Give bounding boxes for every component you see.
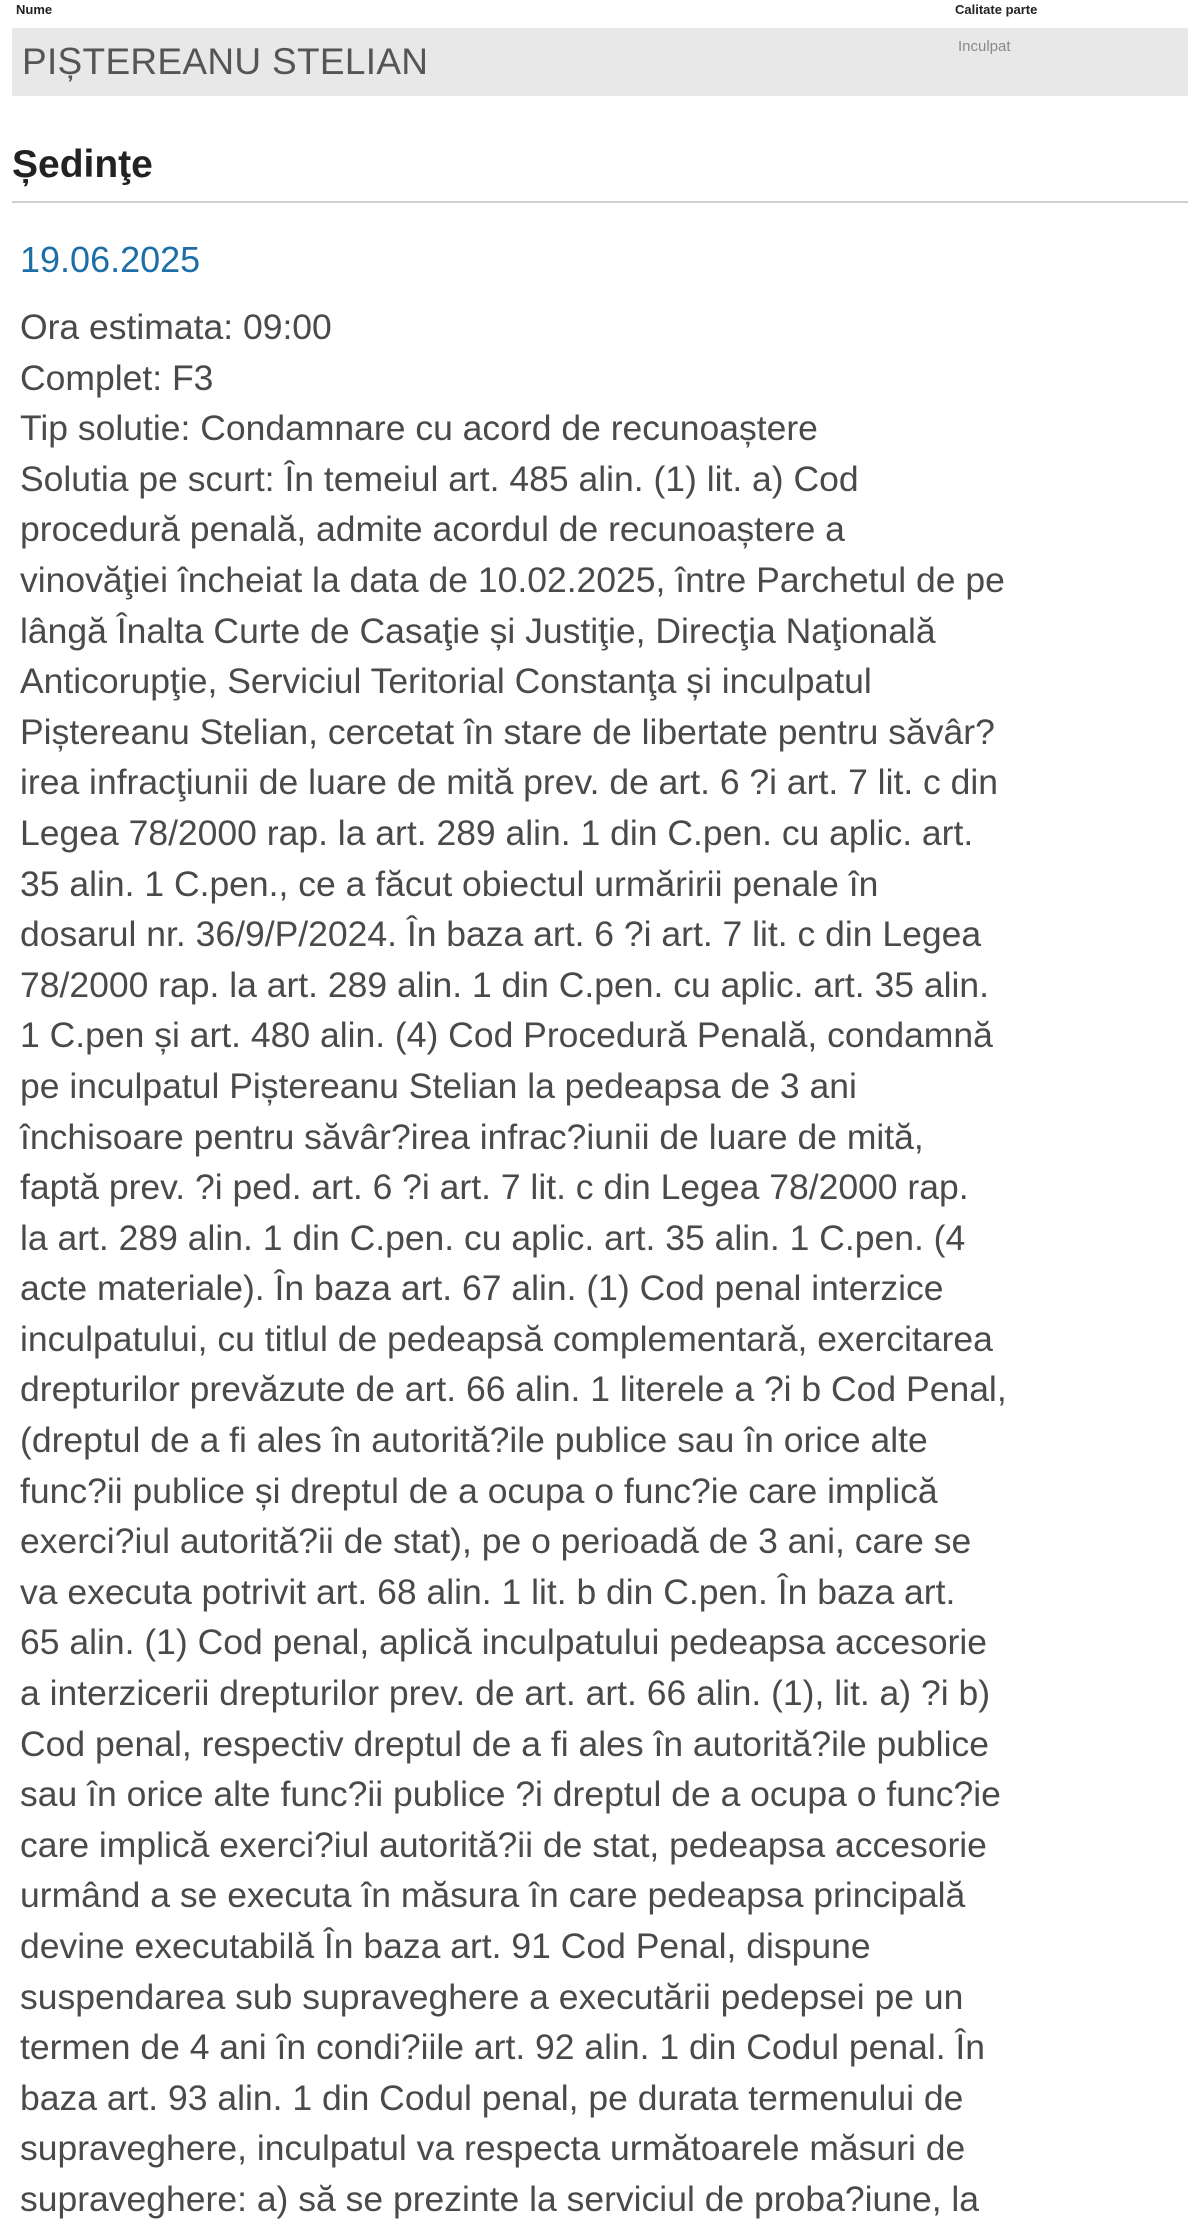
solution-summary-text-line: termen de 4 ani în condi?iile art. 92 alin. 1 din Codul penal. În xyxy=(20,2027,986,2068)
solution-summary-text-line: procedură penală, admite acordul de recunoaștere a xyxy=(20,509,845,550)
solution-summary-text-line: supraveghere, inculpatul va respecta următoarele măsuri de xyxy=(20,2128,966,2169)
estimated-time-label: Ora estimata: xyxy=(20,307,234,347)
solution-type-label: Tip solutie: xyxy=(20,408,191,449)
solution-summary-text-line: lângă Înalta Curte de Casaţie și Justiţie, Direcţia Naţională xyxy=(20,610,936,651)
solution-summary-text-line: dosarul nr. 36/9/P/2024. În baza art. 6 ?i art. 7 lit. c din Legea xyxy=(20,914,982,955)
session-date: 19.06.2025 xyxy=(20,239,201,280)
party-quality: Inculpat xyxy=(958,38,1011,55)
panel-line xyxy=(20,353,1180,404)
session-entry xyxy=(20,230,1180,2225)
panel-label: Complet: xyxy=(20,357,163,398)
solution-summary-label: Solutia pe scurt: xyxy=(20,458,275,499)
solution-summary-text-line: care implică exerci?iul autorită?ii de stat, pedeapsa accesorie xyxy=(20,1824,987,1865)
solution-summary-text-line: va executa potrivit art. 68 alin. 1 lit. b din C.pen. În baza art. xyxy=(20,1571,956,1612)
solution-summary-text-line: vinovăţiei încheiat la data de 10.02.2025, între Parchetul de pe xyxy=(20,559,1005,600)
solution-summary-text-line: Cod penal, respectiv dreptul de a fi ales în autorită?ile publice xyxy=(20,1723,989,1764)
solution-summary-text-line: supraveghere: a) să se prezinte la serviciul de proba?iune, la xyxy=(20,2178,980,2219)
solution-summary-text-line: Anticorupţie, Serviciul Teritorial Constanţa și inculpatul xyxy=(20,661,872,702)
party-row xyxy=(12,28,1188,96)
solution-summary-text-line: 1 C.pen și art. 480 alin. (4) Cod Procedură Penală, condamnă xyxy=(20,1015,993,1056)
parties-header xyxy=(0,0,1200,26)
solution-summary-text-line: irea infracţiunii de luare de mită prev. de art. 6 ?i art. 7 lit. c din xyxy=(20,762,999,803)
solution-summary-text-line: (dreptul de a fi ales în autorită?ile publice sau în orice alte xyxy=(20,1420,928,1461)
section-divider xyxy=(12,201,1188,203)
solution-summary-first-line xyxy=(20,454,1180,505)
estimated-time-value: 09:00 xyxy=(242,307,332,347)
solution-summary-text-line: exerci?iul autorită?ii de stat), pe o perioadă de 3 ani, care se xyxy=(20,1521,972,1562)
solution-summary-text-line: la art. 289 alin. 1 din C.pen. cu aplic. art. 35 alin. 1 C.pen. (4 xyxy=(20,1217,966,1258)
solution-summary-text-line: drepturilor prevăzute de art. 66 alin. 1 literele a ?i b Cod Penal, xyxy=(20,1369,1007,1410)
solution-summary-text-line: 65 alin. (1) Cod penal, aplică inculpatului pedeapsa accesorie xyxy=(20,1622,988,1663)
solution-summary-text xyxy=(20,504,1180,2224)
solution-summary-text-line: În temeiul art. 485 alin. (1) lit. a) Cod xyxy=(284,458,859,499)
name-column-header: Nume xyxy=(16,2,53,17)
solution-summary-text-line: faptă prev. ?i ped. art. 6 ?i art. 7 lit. c din Legea 78/2000 rap. xyxy=(20,1167,969,1208)
solution-summary-text-line: devine executabilă În baza art. 91 Cod Penal, dispune xyxy=(20,1926,871,1966)
estimated-time-line xyxy=(20,302,1180,353)
solution-summary-text-line: 78/2000 rap. la art. 289 alin. 1 din C.pen. cu aplic. art. 35 alin. xyxy=(20,964,989,1005)
solution-summary-text-line: func?ii publice și dreptul de a ocupa o func?ie care implică xyxy=(20,1470,938,1511)
solution-type-value: Condamnare cu acord de recunoaștere xyxy=(200,408,818,449)
solution-summary-text-line: acte materiale). În baza art. 67 alin. (1) Cod penal interzice xyxy=(20,1268,944,1309)
solution-summary-text-line: urmând a se executa în măsura în care pedeapsa principală xyxy=(20,1875,966,1916)
solution-summary-text-line: inculpatului, cu titlul de pedeapsă complementară, exercitarea xyxy=(20,1318,993,1359)
solution-summary-text-line: suspendarea sub supraveghere a executării pedepsei pe un xyxy=(20,1976,964,2017)
solution-type-line xyxy=(20,403,1180,454)
solution-summary-text-line: închisoare pentru săvâr?irea infrac?iunii de luare de mită, xyxy=(20,1116,924,1157)
solution-summary-text-line: 35 alin. 1 C.pen., ce a făcut obiectul urmăririi penale în xyxy=(20,863,879,904)
panel-value: F3 xyxy=(171,357,214,398)
party-quality-column-header: Calitate parte xyxy=(955,2,1038,17)
solution-summary-text-line: pe inculpatul Piștereanu Stelian la pedeapsa de 3 ani xyxy=(20,1065,857,1106)
party-name: PIȘTEREANU STELIAN xyxy=(22,41,429,82)
sessions-section-title: Ședinţe xyxy=(12,143,153,186)
solution-summary-text-line: Legea 78/2000 rap. la art. 289 alin. 1 din C.pen. cu aplic. art. xyxy=(20,812,974,853)
solution-summary-text-line: sau în orice alte func?ii publice ?i dreptul de a ocupa o func?ie xyxy=(20,1774,1001,1815)
solution-summary-text-line: Piștereanu Stelian, cercetat în stare de libertate pentru săvâr? xyxy=(20,711,995,752)
solution-summary-text-line: baza art. 93 alin. 1 din Codul penal, pe durata termenului de xyxy=(20,2077,964,2118)
session-details xyxy=(20,302,1180,2225)
solution-summary-text-line: a interzicerii drepturilor prev. de art. art. 66 alin. (1), lit. a) ?i b) xyxy=(20,1673,991,1714)
